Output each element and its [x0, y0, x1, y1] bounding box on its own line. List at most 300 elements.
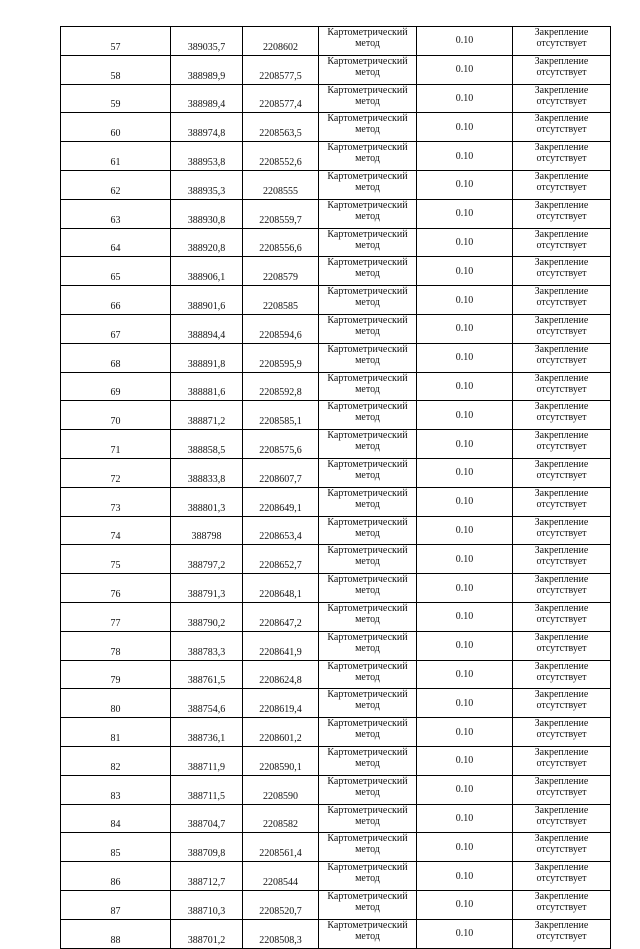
point-number-cell-text: 82 [110, 761, 121, 773]
method-cell-text: Картометрический [327, 890, 408, 902]
method-cell-text: Картометрический [327, 257, 408, 269]
point-number-cell-text: 58 [110, 70, 121, 82]
method-cell [319, 631, 417, 660]
error-cell [417, 257, 513, 286]
point-number-cell-text: 64 [110, 243, 121, 255]
y-coordinate-cell-text: 2208607,7 [259, 473, 302, 485]
error-cell [417, 458, 513, 487]
point-number-cell [61, 631, 171, 660]
method-cell-text: Картометрический [327, 372, 408, 384]
fixation-cell-text: отсутствует [536, 700, 587, 712]
method-cell-text: метод [355, 901, 380, 913]
y-coordinate-cell [243, 804, 319, 833]
fixation-cell-text: Закрепление [534, 775, 589, 787]
fixation-cell [513, 804, 611, 833]
x-coordinate-cell-text: 388801,3 [187, 502, 226, 514]
point-number-cell [61, 602, 171, 631]
fixation-cell-text: Закрепление [534, 660, 589, 672]
table-row [61, 775, 611, 804]
error-cell [417, 862, 513, 891]
error-cell-text: 0.10 [455, 236, 474, 248]
x-coordinate-cell [171, 718, 243, 747]
method-cell-text: метод [355, 844, 380, 856]
x-coordinate-cell [171, 372, 243, 401]
fixation-cell-text: Закрепление [534, 170, 589, 182]
fixation-cell-text: Закрепление [534, 689, 589, 701]
y-coordinate-cell [243, 27, 319, 56]
fixation-cell-text: отсутствует [536, 930, 587, 942]
fixation-cell-text: Закрепление [534, 890, 589, 902]
table-row [61, 142, 611, 171]
error-cell [417, 718, 513, 747]
point-number-cell [61, 286, 171, 315]
fixation-cell-text: отсутствует [536, 38, 587, 49]
fixation-cell-text: отсутствует [536, 66, 587, 78]
x-coordinate-cell [171, 142, 243, 171]
method-cell [319, 574, 417, 603]
fixation-cell [513, 372, 611, 401]
error-cell-text: 0.10 [455, 64, 474, 76]
method-cell [319, 487, 417, 516]
error-cell-text: 0.10 [455, 380, 474, 392]
fixation-cell-text: Закрепление [534, 833, 589, 845]
point-number-cell-text: 61 [110, 156, 121, 168]
error-cell [417, 602, 513, 631]
method-cell [319, 919, 417, 948]
point-number-cell-text: 66 [110, 300, 121, 312]
error-cell [417, 660, 513, 689]
error-cell-text: 0.10 [455, 899, 474, 911]
x-coordinate-cell [171, 55, 243, 84]
point-number-cell [61, 372, 171, 401]
point-number-cell [61, 84, 171, 113]
y-coordinate-cell [243, 55, 319, 84]
method-cell [319, 602, 417, 631]
y-coordinate-cell [243, 487, 319, 516]
point-number-cell [61, 55, 171, 84]
y-coordinate-cell-text: 2208641,9 [259, 646, 302, 658]
point-number-cell-text: 83 [110, 790, 121, 802]
x-coordinate-cell-text: 388736,1 [187, 732, 226, 744]
method-cell-text: Картометрический [327, 718, 408, 730]
method-cell-text: Картометрический [327, 689, 408, 701]
method-cell-text: метод [355, 469, 380, 481]
fixation-cell [513, 343, 611, 372]
fixation-cell-text: отсутствует [536, 210, 587, 222]
error-cell [417, 314, 513, 343]
method-cell [319, 55, 417, 84]
point-number-cell-text: 70 [110, 416, 121, 428]
fixation-cell-text: отсутствует [536, 556, 587, 568]
table-row [61, 487, 611, 516]
method-cell [319, 804, 417, 833]
x-coordinate-cell [171, 833, 243, 862]
fixation-cell-text: Закрепление [534, 27, 589, 38]
table-row [61, 372, 611, 401]
fixation-cell [513, 862, 611, 891]
error-cell-text: 0.10 [455, 524, 474, 536]
fixation-cell-text: отсутствует [536, 412, 587, 424]
fixation-cell-text: Закрепление [534, 228, 589, 240]
point-number-cell [61, 718, 171, 747]
x-coordinate-cell [171, 574, 243, 603]
fixation-cell-text: Закрепление [534, 430, 589, 442]
error-cell-text: 0.10 [455, 755, 474, 767]
x-coordinate-cell-text: 388901,6 [187, 300, 226, 312]
y-coordinate-cell [243, 257, 319, 286]
fixation-cell [513, 401, 611, 430]
x-coordinate-cell [171, 660, 243, 689]
y-coordinate-cell [243, 142, 319, 171]
fixation-cell-text: отсутствует [536, 729, 587, 741]
x-coordinate-cell-text: 388711,9 [187, 761, 226, 773]
point-number-cell-text: 85 [110, 848, 121, 860]
x-coordinate-cell [171, 170, 243, 199]
y-coordinate-cell-text: 2208653,4 [259, 531, 302, 543]
table-row [61, 545, 611, 574]
fixation-cell-text: отсутствует [536, 297, 587, 309]
method-cell-text: Картометрический [327, 27, 408, 38]
error-cell-text: 0.10 [455, 726, 474, 738]
y-coordinate-cell [243, 631, 319, 660]
error-cell [417, 84, 513, 113]
y-coordinate-cell [243, 430, 319, 459]
fixation-cell-text: Закрепление [534, 113, 589, 125]
x-coordinate-cell [171, 286, 243, 315]
method-cell-text: Картометрический [327, 804, 408, 816]
x-coordinate-cell-text: 388974,8 [187, 128, 226, 140]
x-coordinate-cell-text: 388858,5 [187, 444, 226, 456]
table-row [61, 862, 611, 891]
x-coordinate-cell [171, 84, 243, 113]
error-cell-text: 0.10 [455, 352, 474, 364]
y-coordinate-cell-text: 2208561,4 [259, 848, 302, 860]
y-coordinate-cell [243, 746, 319, 775]
error-cell-text: 0.10 [455, 121, 474, 133]
error-cell [417, 55, 513, 84]
fixation-cell-text: отсутствует [536, 124, 587, 136]
method-cell [319, 27, 417, 56]
point-number-cell-text: 76 [110, 588, 121, 600]
fixation-cell-text: Закрепление [534, 487, 589, 499]
y-coordinate-cell-text: 2208577,5 [259, 70, 302, 82]
error-cell [417, 27, 513, 56]
x-coordinate-cell [171, 458, 243, 487]
method-cell [319, 343, 417, 372]
method-cell-text: Картометрический [327, 84, 408, 96]
method-cell-text: метод [355, 700, 380, 712]
point-number-cell [61, 746, 171, 775]
x-coordinate-cell-text: 388761,5 [187, 675, 226, 687]
y-coordinate-cell [243, 862, 319, 891]
x-coordinate-cell-text: 389035,7 [187, 41, 226, 53]
method-cell [319, 113, 417, 142]
fixation-cell-text: отсутствует [536, 844, 587, 856]
point-number-cell-text: 81 [110, 732, 121, 744]
x-coordinate-cell [171, 602, 243, 631]
table-row [61, 746, 611, 775]
coordinates-table [60, 26, 611, 949]
point-number-cell-text: 74 [110, 531, 121, 543]
fixation-cell-text: отсутствует [536, 325, 587, 337]
table-row [61, 574, 611, 603]
fixation-cell [513, 458, 611, 487]
table-row [61, 718, 611, 747]
fixation-cell-text: Закрепление [534, 718, 589, 730]
fixation-cell-text: отсутствует [536, 153, 587, 165]
error-cell [417, 401, 513, 430]
point-number-cell [61, 545, 171, 574]
point-number-cell-text: 79 [110, 675, 121, 687]
method-cell-text: Картометрический [327, 631, 408, 643]
fixation-cell-text: Закрепление [534, 458, 589, 470]
x-coordinate-cell [171, 804, 243, 833]
method-cell-text: Картометрический [327, 113, 408, 125]
point-number-cell [61, 516, 171, 545]
x-coordinate-cell [171, 545, 243, 574]
method-cell-text: Картометрический [327, 314, 408, 326]
error-cell-text: 0.10 [455, 467, 474, 479]
method-cell-text: метод [355, 642, 380, 654]
method-cell-text: метод [355, 527, 380, 539]
error-cell [417, 228, 513, 257]
point-number-cell [61, 257, 171, 286]
method-cell-text: метод [355, 268, 380, 280]
fixation-cell [513, 199, 611, 228]
method-cell-text: Картометрический [327, 574, 408, 586]
fixation-cell-text: отсутствует [536, 354, 587, 366]
error-cell-text: 0.10 [455, 841, 474, 853]
method-cell-text: метод [355, 297, 380, 309]
table-row [61, 631, 611, 660]
method-cell-text: метод [355, 815, 380, 827]
error-cell [417, 545, 513, 574]
method-cell-text: Картометрический [327, 862, 408, 874]
x-coordinate-cell-text: 388783,3 [187, 646, 226, 658]
x-coordinate-cell-text: 388701,2 [187, 934, 226, 946]
method-cell-text: Картометрический [327, 487, 408, 499]
error-cell [417, 689, 513, 718]
method-cell-text: метод [355, 95, 380, 107]
x-coordinate-cell [171, 228, 243, 257]
fixation-cell [513, 170, 611, 199]
x-coordinate-cell [171, 199, 243, 228]
fixation-cell-text: отсутствует [536, 383, 587, 395]
fixation-cell [513, 314, 611, 343]
error-cell-text: 0.10 [455, 668, 474, 680]
error-cell-text: 0.10 [455, 928, 474, 940]
x-coordinate-cell-text: 388711,5 [187, 790, 226, 802]
point-number-cell [61, 142, 171, 171]
x-coordinate-cell-text: 388790,2 [187, 617, 226, 629]
method-cell [319, 401, 417, 430]
method-cell [319, 84, 417, 113]
method-cell-text: метод [355, 66, 380, 78]
error-cell-text: 0.10 [455, 294, 474, 306]
fixation-cell [513, 430, 611, 459]
method-cell-text: метод [355, 729, 380, 741]
y-coordinate-cell-text: 2208552,6 [259, 156, 302, 168]
fixation-cell-text: Закрепление [534, 919, 589, 931]
method-cell-text: Картометрический [327, 458, 408, 470]
point-number-cell [61, 487, 171, 516]
error-cell [417, 199, 513, 228]
x-coordinate-cell [171, 516, 243, 545]
error-cell [417, 487, 513, 516]
x-coordinate-cell [171, 343, 243, 372]
method-cell [319, 228, 417, 257]
method-cell-text: метод [355, 498, 380, 510]
y-coordinate-cell-text: 2208585 [263, 300, 298, 312]
point-number-cell-text: 65 [110, 272, 121, 284]
y-coordinate-cell-text: 2208544 [263, 876, 298, 888]
fixation-cell [513, 487, 611, 516]
fixation-cell-text: отсутствует [536, 441, 587, 453]
error-cell [417, 775, 513, 804]
y-coordinate-cell [243, 228, 319, 257]
y-coordinate-cell-text: 2208585,1 [259, 416, 302, 428]
x-coordinate-cell [171, 113, 243, 142]
error-cell-text: 0.10 [455, 812, 474, 824]
error-cell [417, 631, 513, 660]
point-number-cell-text: 73 [110, 502, 121, 514]
y-coordinate-cell-text: 2208508,3 [259, 934, 302, 946]
error-cell [417, 746, 513, 775]
y-coordinate-cell [243, 689, 319, 718]
x-coordinate-cell-text: 388754,6 [187, 704, 226, 716]
method-cell-text: метод [355, 239, 380, 251]
y-coordinate-cell [243, 84, 319, 113]
table-row [61, 516, 611, 545]
y-coordinate-cell [243, 919, 319, 948]
method-cell-text: метод [355, 930, 380, 942]
point-number-cell [61, 804, 171, 833]
error-cell [417, 142, 513, 171]
y-coordinate-cell-text: 2208590 [263, 790, 298, 802]
fixation-cell-text: Закрепление [534, 84, 589, 96]
error-cell [417, 113, 513, 142]
coordinates-table-body [61, 27, 611, 949]
method-cell [319, 833, 417, 862]
fixation-cell-text: Закрепление [534, 631, 589, 643]
fixation-cell-text: отсутствует [536, 671, 587, 683]
error-cell-text: 0.10 [455, 553, 474, 565]
x-coordinate-cell [171, 746, 243, 775]
method-cell-text: метод [355, 585, 380, 597]
method-cell [319, 746, 417, 775]
x-coordinate-cell-text: 388833,8 [187, 473, 226, 485]
table-row [61, 401, 611, 430]
y-coordinate-cell-text: 2208582 [263, 819, 298, 831]
method-cell-text: метод [355, 325, 380, 337]
error-cell-text: 0.10 [455, 179, 474, 191]
error-cell-text: 0.10 [455, 409, 474, 421]
x-coordinate-cell [171, 689, 243, 718]
x-coordinate-cell [171, 257, 243, 286]
method-cell-text: метод [355, 757, 380, 769]
fixation-cell [513, 631, 611, 660]
point-number-cell [61, 574, 171, 603]
fixation-cell-text: Закрепление [534, 142, 589, 154]
method-cell [319, 199, 417, 228]
y-coordinate-cell [243, 574, 319, 603]
error-cell [417, 516, 513, 545]
method-cell-text: метод [355, 124, 380, 136]
table-row [61, 314, 611, 343]
point-number-cell [61, 27, 171, 56]
x-coordinate-cell-text: 388710,3 [187, 905, 226, 917]
table-row [61, 602, 611, 631]
method-cell-text: метод [355, 153, 380, 165]
point-number-cell-text: 88 [110, 934, 121, 946]
fixation-cell-text: Закрепление [534, 516, 589, 528]
table-row [61, 199, 611, 228]
point-number-cell-text: 80 [110, 704, 121, 716]
table-row [61, 833, 611, 862]
x-coordinate-cell-text: 388881,6 [187, 387, 226, 399]
point-number-cell [61, 170, 171, 199]
error-cell [417, 372, 513, 401]
method-cell-text: Картометрический [327, 401, 408, 413]
fixation-cell-text: отсутствует [536, 642, 587, 654]
fixation-cell-text: отсутствует [536, 873, 587, 885]
y-coordinate-cell [243, 199, 319, 228]
method-cell-text: метод [355, 412, 380, 424]
method-cell [319, 458, 417, 487]
table-row [61, 113, 611, 142]
fixation-cell-text: Закрепление [534, 602, 589, 614]
point-number-cell-text: 67 [110, 329, 121, 341]
x-coordinate-cell-text: 388989,9 [187, 70, 226, 82]
x-coordinate-cell [171, 430, 243, 459]
point-number-cell [61, 113, 171, 142]
method-cell-text: Картометрический [327, 833, 408, 845]
error-cell [417, 919, 513, 948]
error-cell [417, 286, 513, 315]
x-coordinate-cell [171, 401, 243, 430]
error-cell-text: 0.10 [455, 265, 474, 277]
y-coordinate-cell-text: 2208647,2 [259, 617, 302, 629]
error-cell [417, 343, 513, 372]
point-number-cell [61, 199, 171, 228]
x-coordinate-cell-text: 388712,7 [187, 876, 226, 888]
fixation-cell [513, 516, 611, 545]
method-cell [319, 170, 417, 199]
point-number-cell-text: 59 [110, 99, 121, 111]
method-cell-text: Картометрический [327, 545, 408, 557]
y-coordinate-cell-text: 2208624,8 [259, 675, 302, 687]
point-number-cell [61, 660, 171, 689]
y-coordinate-cell [243, 458, 319, 487]
fixation-cell [513, 27, 611, 56]
fixation-cell [513, 919, 611, 948]
fixation-cell-text: отсутствует [536, 469, 587, 481]
y-coordinate-cell-text: 2208648,1 [259, 588, 302, 600]
error-cell-text: 0.10 [455, 438, 474, 450]
point-number-cell-text: 84 [110, 819, 121, 831]
fixation-cell-text: отсутствует [536, 613, 587, 625]
method-cell [319, 314, 417, 343]
x-coordinate-cell-text: 388791,3 [187, 588, 226, 600]
error-cell [417, 574, 513, 603]
point-number-cell [61, 458, 171, 487]
fixation-cell [513, 545, 611, 574]
point-number-cell [61, 689, 171, 718]
x-coordinate-cell-text: 388709,8 [187, 848, 226, 860]
method-cell [319, 689, 417, 718]
error-cell-text: 0.10 [455, 640, 474, 652]
table-row [61, 689, 611, 718]
